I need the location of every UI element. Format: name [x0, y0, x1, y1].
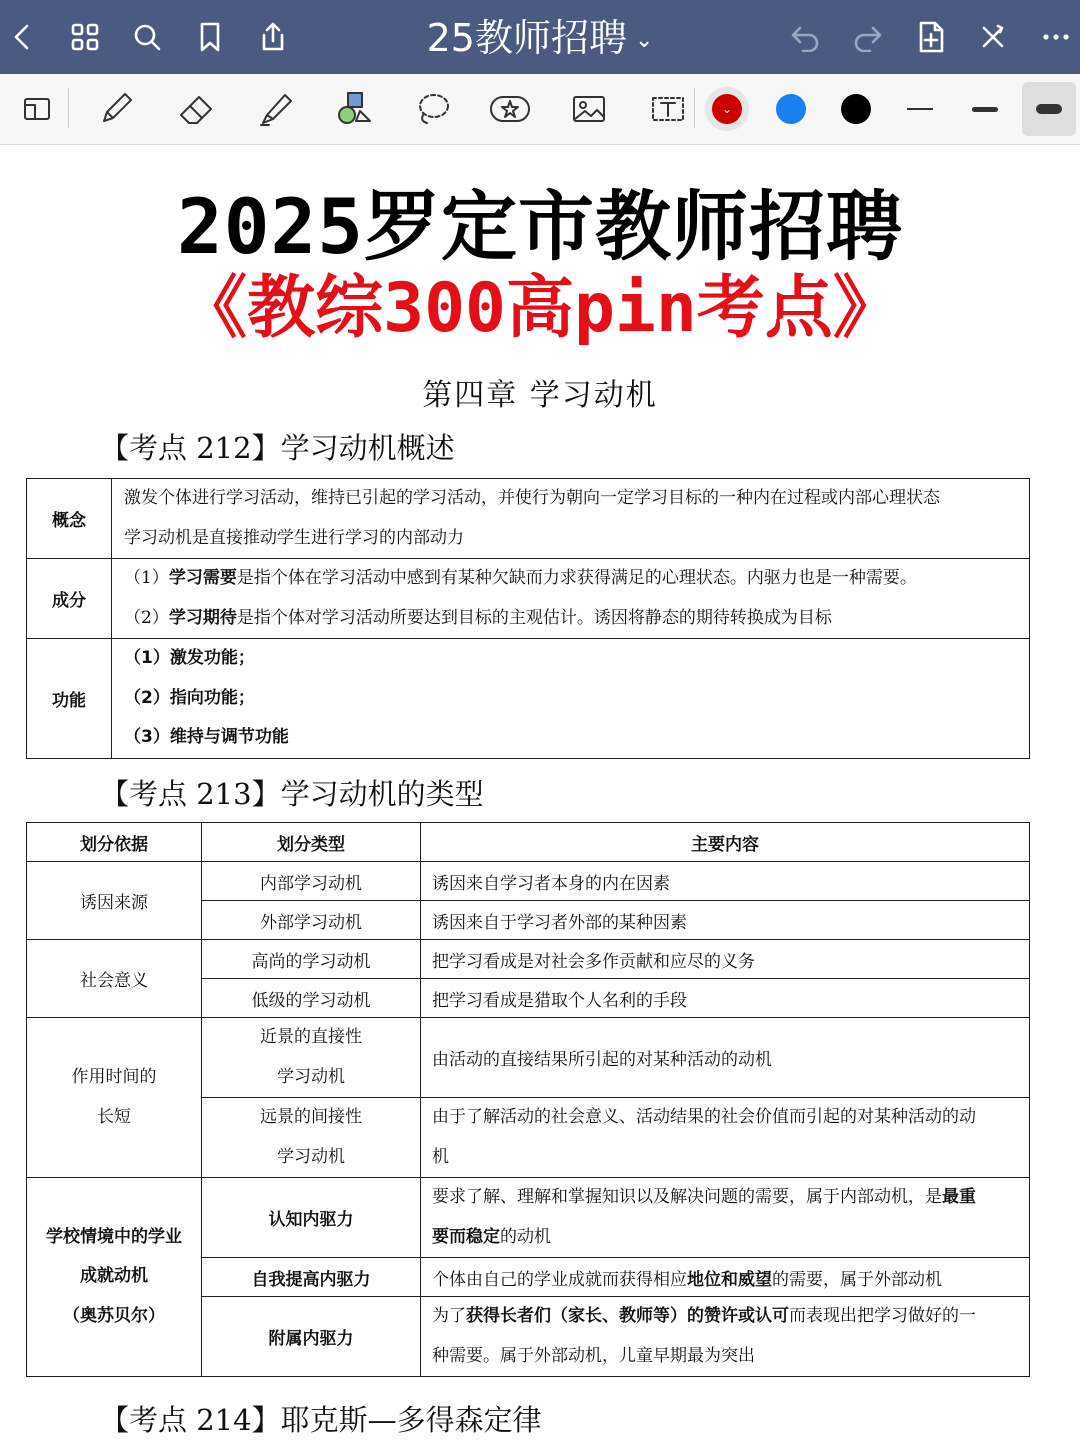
- component-line: （1）学习需要是指个体在学习活动中感到有某种欠缺而力求获得满足的心理状态。内驱力也是一种需要。: [124, 568, 917, 588]
- type-cell: 认知内驱力: [202, 1178, 421, 1258]
- table-row: [27, 479, 1030, 559]
- eraser-icon[interactable]: [168, 82, 224, 136]
- table-row: [27, 559, 1030, 639]
- close-icon[interactable]: [963, 0, 1023, 74]
- type-cell: 内部学习动机: [202, 862, 421, 901]
- content-cell: 诱因来自学习者本身的内在因素: [421, 862, 1030, 901]
- component-line: （2）学习期待是指个体对学习活动所要达到目标的主观估计。诱因将静态的期待转换成为目标: [124, 607, 832, 628]
- content-cell: 把学习看成是对社会多作贡献和应尽的义务: [421, 940, 1030, 979]
- table-row: [27, 940, 1030, 979]
- stroke-thin[interactable]: [892, 82, 948, 136]
- redo-icon[interactable]: [838, 0, 898, 74]
- function-line: （1）激发功能；: [124, 648, 255, 668]
- content-cell: 由于了解活动的社会意义、活动结果的社会价值而引起的对某种活动的动 机: [421, 1098, 1030, 1178]
- type-cell: 低级的学习动机: [202, 979, 421, 1018]
- color-black[interactable]: [828, 82, 884, 136]
- column-header: 划分依据: [27, 823, 202, 862]
- table-header-row: [27, 823, 1030, 862]
- section-heading: 【考点 213】学习动机的类型: [100, 777, 484, 811]
- function-line: （2）指向功能；: [124, 687, 255, 708]
- page-layout-icon[interactable]: [10, 82, 66, 136]
- content-cell: 诱因来自于学习者外部的某种因素: [421, 901, 1030, 940]
- image-icon[interactable]: [561, 82, 617, 136]
- row-label: 成分: [27, 559, 112, 639]
- shapes-icon[interactable]: [326, 82, 382, 136]
- type-cell: 自我提高内驱力: [202, 1258, 421, 1297]
- stroke-medium[interactable]: [957, 82, 1013, 136]
- table-row: [27, 1178, 1030, 1258]
- type-cell: 远景的间接性 学习动机: [202, 1098, 421, 1178]
- top-nav-bar: [0, 0, 1080, 74]
- lasso-icon[interactable]: [405, 82, 461, 136]
- annotation-toolbar: [0, 74, 1080, 145]
- color-red[interactable]: [699, 82, 755, 136]
- color-blue[interactable]: [763, 82, 819, 136]
- category-cell: 作用时间的 长短: [27, 1018, 202, 1178]
- highlighter-icon[interactable]: [247, 82, 303, 136]
- text-box-icon[interactable]: [640, 82, 696, 136]
- stroke-thick[interactable]: [1022, 82, 1076, 136]
- row-label: 概念: [27, 479, 112, 559]
- row-label: 功能: [27, 639, 112, 759]
- column-header: 划分类型: [202, 823, 421, 862]
- concept-line: 激发个体进行学习活动，维持已引起的学习活动，并使行为朝向一定学习目标的一种内在过程或内部心理状态: [124, 488, 940, 508]
- motivation-types-table: [26, 822, 1030, 1377]
- content-cell: 为了获得长者们（家长、教师等）的赞许或认可而表现出把学习做好的一 种需要。属于外部动机，儿童早期最为突出: [421, 1297, 1030, 1377]
- content-cell: 要求了解、理解和掌握知识以及解决问题的需要，属于内部动机，是最重 要而稳定的动机: [421, 1178, 1030, 1258]
- table-row: [27, 1018, 1030, 1098]
- doc-subtitle: 《教综300高pin考点》: [179, 269, 901, 348]
- type-cell: 近景的直接性 学习动机: [202, 1018, 421, 1098]
- document-title[interactable]: 25教师招聘 ⌄: [426, 16, 654, 60]
- section-heading: 【考点 212】学习动机概述: [100, 431, 455, 465]
- section-heading: 【考点 214】耶克斯—多得森定律: [100, 1403, 542, 1437]
- table-row: [27, 639, 1030, 759]
- concept-line: 学习动机是直接推动学生进行学习的内部动力: [124, 527, 464, 548]
- type-cell: 高尚的学习动机: [202, 940, 421, 979]
- table-row: [27, 862, 1030, 901]
- chevron-down-icon: ⌄: [712, 94, 742, 124]
- more-icon[interactable]: [1026, 0, 1080, 74]
- category-cell: 学校情境中的学业 成就动机 （奥苏贝尔）: [27, 1178, 202, 1377]
- sticker-icon[interactable]: [482, 82, 538, 136]
- type-cell: 外部学习动机: [202, 901, 421, 940]
- content-cell: 把学习看成是猎取个人名利的手段: [421, 979, 1030, 1018]
- chevron-down-icon: ⌄: [634, 27, 654, 53]
- motivation-overview-table: [26, 478, 1030, 759]
- function-line: （3）维持与调节功能: [124, 727, 289, 747]
- add-page-icon[interactable]: [901, 0, 961, 74]
- type-cell: 附属内驱力: [202, 1297, 421, 1377]
- doc-title: 2025罗定市教师招聘: [176, 182, 904, 271]
- column-header: 主要内容: [421, 823, 1030, 862]
- content-cell: 由活动的直接结果所引起的对某种活动的动机: [421, 1018, 1030, 1098]
- undo-icon[interactable]: [775, 0, 835, 74]
- category-cell: 社会意义: [27, 940, 202, 1018]
- content-cell: 个体由自己的学业成就而获得相应地位和威望的需要，属于外部动机: [421, 1258, 1030, 1297]
- category-cell: 诱因来源: [27, 862, 202, 940]
- chapter-title: 第四章 学习动机: [422, 378, 658, 413]
- pen-icon[interactable]: [88, 82, 144, 136]
